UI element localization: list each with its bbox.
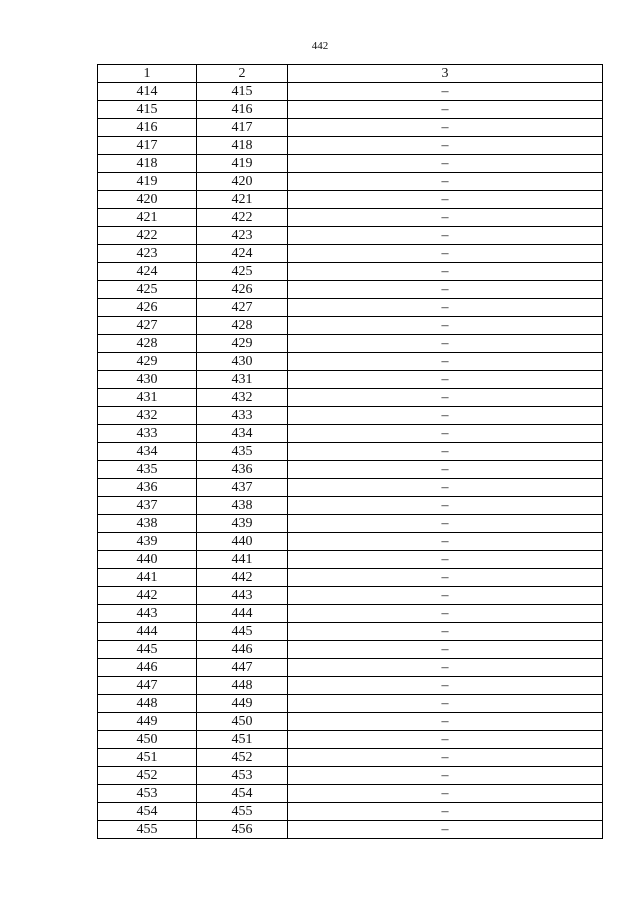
table-cell-col-1: 448	[98, 695, 197, 713]
table-cell-col-3: –	[288, 281, 603, 299]
table-cell-col-2: 445	[197, 623, 288, 641]
table-cell-col-1: 427	[98, 317, 197, 335]
table-cell-col-1: 444	[98, 623, 197, 641]
table-row	[98, 767, 603, 785]
table-cell-col-1: 439	[98, 533, 197, 551]
table-cell-col-2: 423	[197, 227, 288, 245]
table-row	[98, 587, 603, 605]
table-row	[98, 227, 603, 245]
table-cell-col-1: 434	[98, 443, 197, 461]
table-cell-col-1: 415	[98, 101, 197, 119]
table-row	[98, 155, 603, 173]
table-row	[98, 389, 603, 407]
table-cell-col-2: 450	[197, 713, 288, 731]
table-cell-col-2: 449	[197, 695, 288, 713]
table-cell-col-3: –	[288, 353, 603, 371]
table-cell-col-1: 420	[98, 191, 197, 209]
table-row	[98, 245, 603, 263]
table-cell-col-2: 446	[197, 641, 288, 659]
table-cell-col-2: 422	[197, 209, 288, 227]
table-cell-col-1: 424	[98, 263, 197, 281]
table-cell-col-2: 433	[197, 407, 288, 425]
table-row	[98, 317, 603, 335]
table-cell-col-2: 418	[197, 137, 288, 155]
table-cell-col-2: 432	[197, 389, 288, 407]
table-cell-col-2: 415	[197, 83, 288, 101]
table-row	[98, 749, 603, 767]
table-cell-col-3: –	[288, 821, 603, 839]
table-cell-col-3: –	[288, 317, 603, 335]
table-row	[98, 209, 603, 227]
table-row	[98, 785, 603, 803]
table-row	[98, 425, 603, 443]
table-cell-col-3: –	[288, 497, 603, 515]
table-cell-col-3: –	[288, 731, 603, 749]
table-cell-col-3: –	[288, 515, 603, 533]
table-cell-col-1: 437	[98, 497, 197, 515]
table-cell-col-3: –	[288, 101, 603, 119]
table-cell-col-2: 452	[197, 749, 288, 767]
table-cell-col-1: 449	[98, 713, 197, 731]
table-cell-col-2: 444	[197, 605, 288, 623]
table-cell-col-1: 414	[98, 83, 197, 101]
table-cell-col-1: 421	[98, 209, 197, 227]
table-cell-col-2: 431	[197, 371, 288, 389]
table-cell-col-3: –	[288, 227, 603, 245]
table-row	[98, 605, 603, 623]
table-cell-col-3: –	[288, 407, 603, 425]
table-cell-col-2: 420	[197, 173, 288, 191]
table-row	[98, 497, 603, 515]
table-cell-col-1: 425	[98, 281, 197, 299]
data-table	[97, 64, 603, 839]
table-cell-col-3: –	[288, 749, 603, 767]
table-cell-col-1: 432	[98, 407, 197, 425]
table-cell-col-1: 438	[98, 515, 197, 533]
table-row	[98, 623, 603, 641]
table-body	[98, 83, 603, 839]
table-row	[98, 641, 603, 659]
table-cell-col-1: 451	[98, 749, 197, 767]
table-row	[98, 461, 603, 479]
table-cell-col-1: 445	[98, 641, 197, 659]
header-row	[98, 65, 603, 83]
table-cell-col-3: –	[288, 767, 603, 785]
table-cell-col-3: –	[288, 587, 603, 605]
table-cell-col-2: 454	[197, 785, 288, 803]
table-cell-col-2: 442	[197, 569, 288, 587]
column-header-3: 3	[288, 65, 603, 83]
column-header-1: 1	[98, 65, 197, 83]
table-row	[98, 101, 603, 119]
table-cell-col-2: 426	[197, 281, 288, 299]
table-row	[98, 191, 603, 209]
table-row	[98, 299, 603, 317]
table-cell-col-2: 417	[197, 119, 288, 137]
table-cell-col-1: 440	[98, 551, 197, 569]
table-cell-col-2: 443	[197, 587, 288, 605]
table-cell-col-2: 451	[197, 731, 288, 749]
column-header-2: 2	[197, 65, 288, 83]
table-row	[98, 443, 603, 461]
table-cell-col-3: –	[288, 443, 603, 461]
table-cell-col-2: 434	[197, 425, 288, 443]
table-cell-col-3: –	[288, 551, 603, 569]
table-row	[98, 83, 603, 101]
table-cell-col-3: –	[288, 137, 603, 155]
table-cell-col-3: –	[288, 209, 603, 227]
table-row	[98, 821, 603, 839]
table-cell-col-1: 426	[98, 299, 197, 317]
table-cell-col-2: 430	[197, 353, 288, 371]
table-cell-col-3: –	[288, 659, 603, 677]
table-cell-col-2: 425	[197, 263, 288, 281]
table-cell-col-2: 435	[197, 443, 288, 461]
table-cell-col-2: 419	[197, 155, 288, 173]
table-cell-col-1: 441	[98, 569, 197, 587]
table-cell-col-3: –	[288, 371, 603, 389]
table-cell-col-2: 436	[197, 461, 288, 479]
table-cell-col-1: 418	[98, 155, 197, 173]
table-cell-col-3: –	[288, 425, 603, 443]
table-cell-col-3: –	[288, 479, 603, 497]
table-cell-col-2: 428	[197, 317, 288, 335]
table-row	[98, 515, 603, 533]
table-row	[98, 353, 603, 371]
table-cell-col-3: –	[288, 785, 603, 803]
table-cell-col-1: 452	[98, 767, 197, 785]
table-cell-col-3: –	[288, 119, 603, 137]
table-cell-col-3: –	[288, 713, 603, 731]
table-row	[98, 695, 603, 713]
table-cell-col-2: 416	[197, 101, 288, 119]
table-row	[98, 713, 603, 731]
table-cell-col-3: –	[288, 641, 603, 659]
table-row	[98, 533, 603, 551]
table-cell-col-1: 423	[98, 245, 197, 263]
table-row	[98, 335, 603, 353]
table-cell-col-3: –	[288, 569, 603, 587]
table-cell-col-1: 447	[98, 677, 197, 695]
table-cell-col-3: –	[288, 803, 603, 821]
table-cell-col-2: 455	[197, 803, 288, 821]
table-cell-col-2: 424	[197, 245, 288, 263]
table-row	[98, 479, 603, 497]
table-cell-col-3: –	[288, 191, 603, 209]
page-number: 442	[311, 40, 329, 52]
table-cell-col-3: –	[288, 623, 603, 641]
table-cell-col-2: 453	[197, 767, 288, 785]
table-cell-col-2: 437	[197, 479, 288, 497]
table-cell-col-2: 456	[197, 821, 288, 839]
table-cell-col-3: –	[288, 263, 603, 281]
table-cell-col-1: 431	[98, 389, 197, 407]
table-cell-col-1: 455	[98, 821, 197, 839]
table-row	[98, 659, 603, 677]
table-row	[98, 119, 603, 137]
table-cell-col-3: –	[288, 335, 603, 353]
table-cell-col-1: 436	[98, 479, 197, 497]
table-row	[98, 281, 603, 299]
table-cell-col-3: –	[288, 677, 603, 695]
table-cell-col-1: 428	[98, 335, 197, 353]
table-cell-col-3: –	[288, 173, 603, 191]
table-row	[98, 263, 603, 281]
table-row	[98, 371, 603, 389]
table-row	[98, 569, 603, 587]
table-cell-col-2: 440	[197, 533, 288, 551]
table-row	[98, 803, 603, 821]
table-cell-col-3: –	[288, 389, 603, 407]
table-cell-col-1: 450	[98, 731, 197, 749]
table-cell-col-1: 422	[98, 227, 197, 245]
table-row	[98, 173, 603, 191]
table-cell-col-2: 427	[197, 299, 288, 317]
table-cell-col-3: –	[288, 299, 603, 317]
table-cell-col-1: 454	[98, 803, 197, 821]
table-row	[98, 731, 603, 749]
table-cell-col-3: –	[288, 83, 603, 101]
table-cell-col-1: 446	[98, 659, 197, 677]
table-cell-col-2: 447	[197, 659, 288, 677]
table-cell-col-2: 421	[197, 191, 288, 209]
table-cell-col-1: 433	[98, 425, 197, 443]
table-cell-col-1: 442	[98, 587, 197, 605]
table-row	[98, 407, 603, 425]
table-cell-col-3: –	[288, 605, 603, 623]
table-cell-col-2: 429	[197, 335, 288, 353]
table-cell-col-3: –	[288, 461, 603, 479]
table-cell-col-1: 419	[98, 173, 197, 191]
table-cell-col-3: –	[288, 245, 603, 263]
table-cell-col-1: 435	[98, 461, 197, 479]
table-row	[98, 551, 603, 569]
table-row	[98, 677, 603, 695]
table-cell-col-2: 438	[197, 497, 288, 515]
table-row	[98, 137, 603, 155]
table-cell-col-3: –	[288, 695, 603, 713]
table-cell-col-3: –	[288, 533, 603, 551]
table-cell-col-3: –	[288, 155, 603, 173]
table-cell-col-1: 430	[98, 371, 197, 389]
table-cell-col-2: 439	[197, 515, 288, 533]
table-cell-col-1: 417	[98, 137, 197, 155]
table-cell-col-1: 429	[98, 353, 197, 371]
table-cell-col-1: 453	[98, 785, 197, 803]
table-cell-col-1: 443	[98, 605, 197, 623]
table-cell-col-1: 416	[98, 119, 197, 137]
table-cell-col-2: 448	[197, 677, 288, 695]
table-cell-col-2: 441	[197, 551, 288, 569]
